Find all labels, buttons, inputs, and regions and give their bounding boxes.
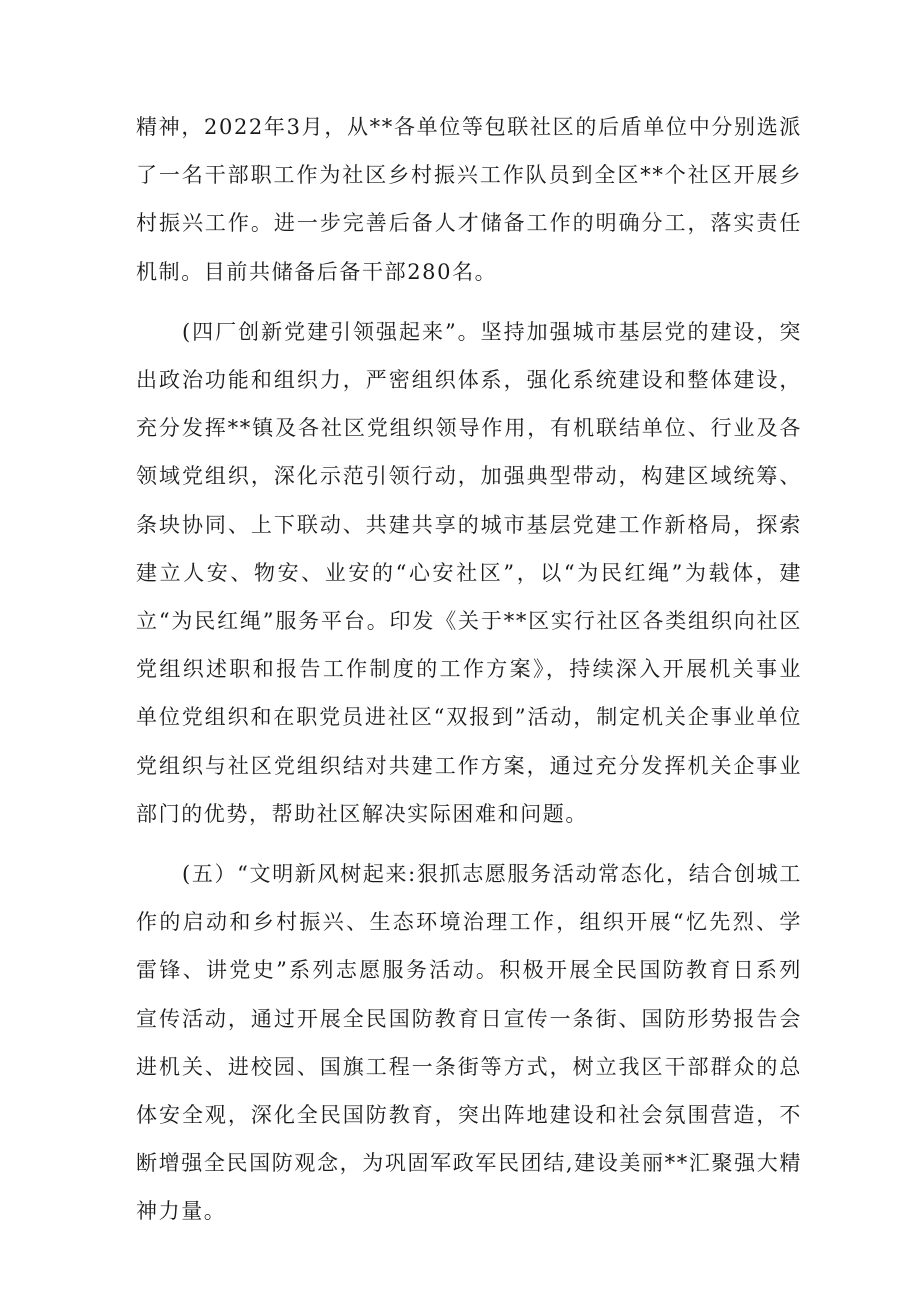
paragraph-section-five: (五）“文明新风树起来:狠抓志愿服务活动常态化，结合创城工作的启动和乡村振兴、生态环境治理工作，组织开展“忆先烈、学雷锋、讲党史”系列志愿服务活动。积极开展全民国防教育日系列宣传活动，通过开展全民国防教育日宣传一条街、国防形势报告会进机关、进校园、国旗工程一条街等方式，树立我区干部群众的总体安全观，深化全民国防教育，突出阵地建设和社会氛围营造，不断增强全民国防观念，为巩固军政军民团结,建设美丽**汇聚强大精神力量。 xyxy=(136,862,802,1224)
paragraph-continuation: 精神，2022年3月，从**各单位等包联社区的后盾单位中分别选派了一名干部职工作为社区乡村振兴工作队员到全区**个社区开展乡村振兴工作。进一步完善后备人才储备工作的明确分工，落实责任机制。目前共储备后备干部280名。 xyxy=(136,115,802,284)
paragraph-section-four: (四厂创新党建引领强起来”。坚持加强城市基层党的建设，突出政治功能和组织力，严密组织体系，强化系统建设和整体建设，充分发挥**镇及各社区党组织领导作用，有机联结单位、行业及各领域党组织，深化示范引领行动，加强典型带动，构建区域统筹、条块协同、上下联动、共建共享的城市基层党建工作新格局，探索建立人安、物安、业安的“心安社区”，以“为民红绳”为载体，建立“为民红绳”服务平台。印发《关于**区实行社区各类组织向社区党组织述职和报告工作制度的工作方案》，持续深入开展机关事业单位党组织和在职党员进社区“双报到”活动，制定机关企事业单位党组织与社区党组织结对共建工作方案，通过充分发挥机关企事业部门的优势，帮助社区解决实际困难和问题。 xyxy=(136,319,802,826)
document-body xyxy=(136,103,802,1236)
